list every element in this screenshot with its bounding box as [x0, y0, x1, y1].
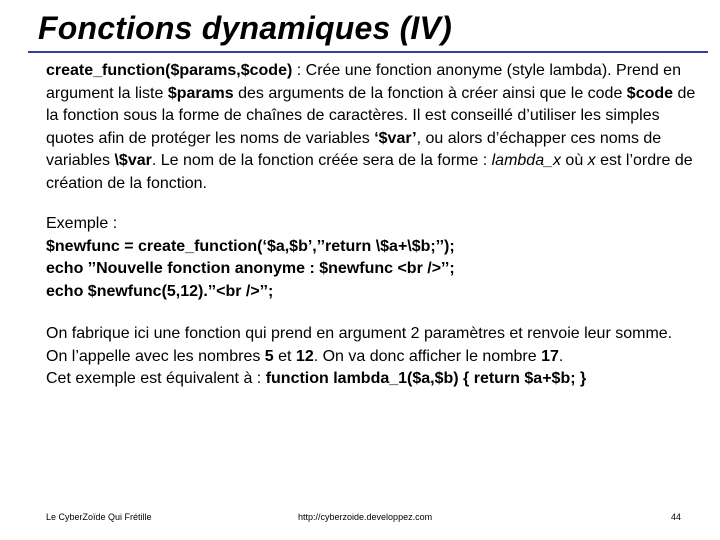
intro-text: où — [560, 152, 588, 169]
equivalent-function: function lambda_1($a,$b) { return $a+$b; } — [265, 370, 587, 387]
lambda-index: x — [587, 152, 596, 169]
explanation-text: On fabrique ici une fonction qui prend en argument 2 paramètres et renvoie leur somme. On l’appelle avec les nombres — [46, 325, 673, 365]
intro-text: est l’ordre de création de la fonction. — [46, 152, 693, 192]
slide-content — [46, 60, 696, 391]
intro-text: : Crée une fonction anonyme (style lambda). Prend en argument la liste — [46, 62, 681, 102]
equivalence-line — [46, 368, 696, 391]
example-code-line: echo ’’Nouvelle fonction anonyme : $newfunc <br />’’; — [46, 260, 455, 277]
params-keyword: $params — [167, 84, 234, 102]
explanation-text: et — [273, 347, 296, 365]
number-twelve: 12 — [295, 347, 314, 365]
explanation-text: . On va donc afficher le nombre — [313, 347, 542, 365]
example-block — [46, 213, 696, 303]
intro-text: , ou alors d’échapper ces noms de variables — [46, 129, 662, 169]
code-keyword: $code — [626, 84, 674, 102]
slide-title: Fonctions dynamiques (IV) — [38, 10, 452, 46]
example-code-line: echo $newfunc(5,12).’’<br />’’; — [46, 282, 274, 300]
explanation-paragraph — [46, 323, 696, 368]
intro-text: de la fonction sous la forme de chaînes de caractères. Il est conseillé d’utiliser les simples quotes afin de protéger les noms de variables — [46, 84, 696, 147]
function-signature: create_function($params,$code) — [46, 62, 293, 79]
escaped-var-keyword: \$var — [114, 152, 152, 169]
intro-paragraph — [46, 60, 696, 195]
page-number: 44 — [671, 512, 682, 522]
number-seventeen: 17 — [541, 347, 559, 365]
intro-text: . Le nom de la fonction créée sera de la forme : — [151, 152, 492, 169]
example-label: Exemple : — [46, 215, 118, 232]
quoted-var-keyword: ‘$var’ — [374, 129, 417, 147]
title-divider — [28, 51, 708, 53]
footer-author: Le CyberZoïde Qui Frétille — [46, 512, 152, 522]
explanation-text: . — [558, 347, 564, 365]
lambda-name: lambda_x — [491, 152, 561, 169]
number-five: 5 — [264, 347, 274, 365]
intro-text: des arguments de la fonction à créer ainsi que le code — [233, 84, 627, 102]
equivalence-text: Cet exemple est équivalent à : — [46, 370, 266, 387]
example-code-line: $newfunc = create_function(‘$a,$b’,’’return \$a+\$b;’’); — [46, 237, 455, 255]
footer-url: http://cyberzoide.developpez.com — [298, 512, 433, 522]
